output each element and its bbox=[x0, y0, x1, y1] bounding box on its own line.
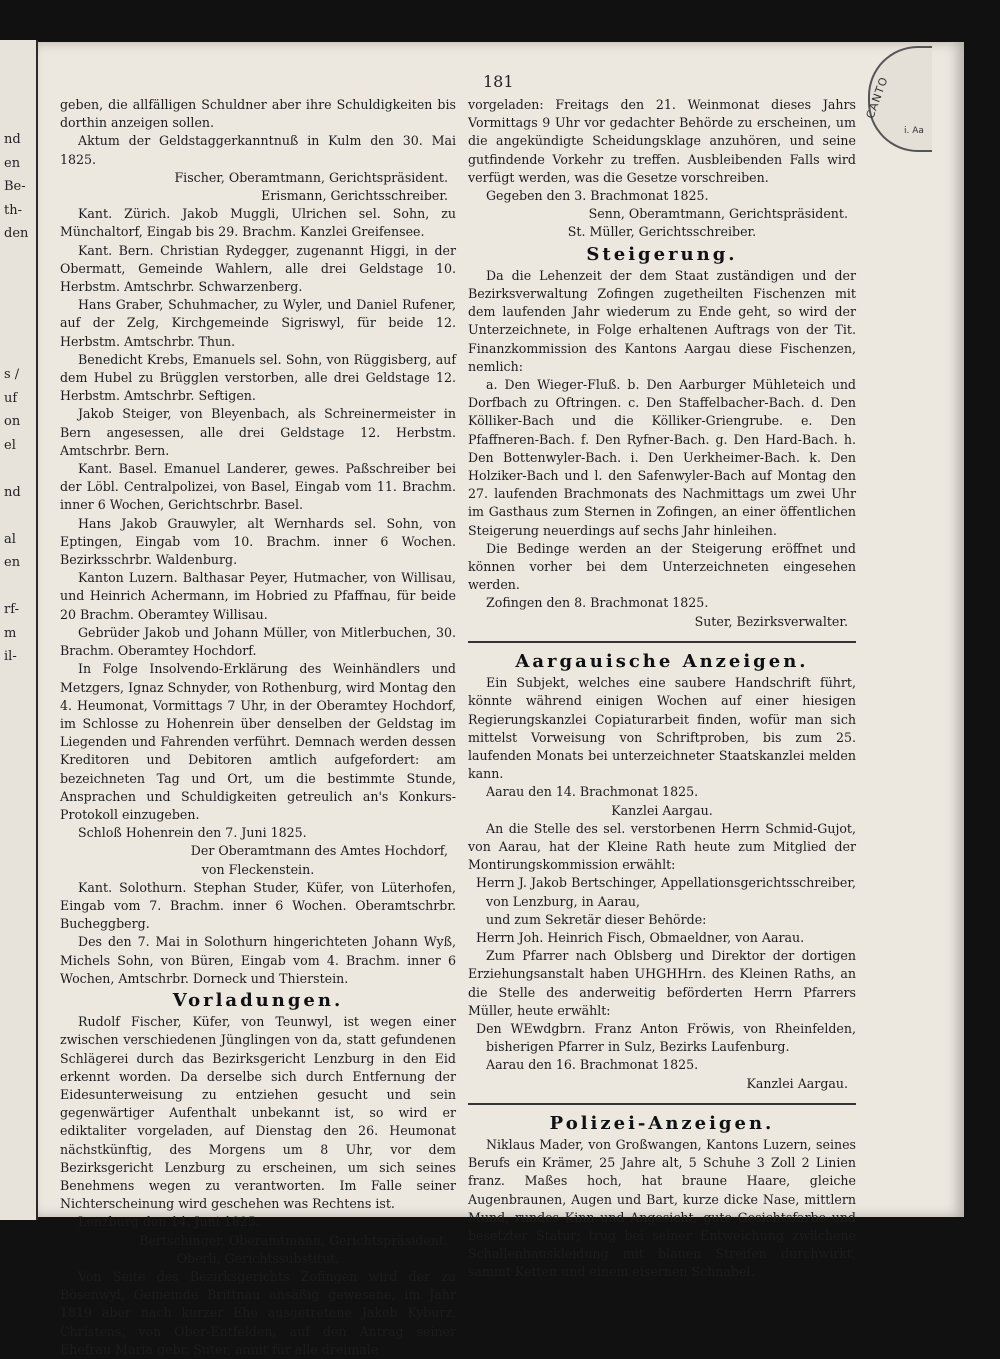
signature: Suter, Bezirksverwalter. bbox=[694, 613, 848, 629]
adjacent-page-edge bbox=[0, 40, 38, 1220]
paragraph: Die Bedinge werden an der Steigerung eröffnet und können vorher bei dem Unterzeichneten eingesehen werden. bbox=[468, 540, 856, 593]
paragraph: Rudolf Fischer, Küfer, von Teunwyl, ist wegen einer zwischen verschiedenen Jünglingen von da, statt gefundenen Schlägerei durch das Bezirksgericht Lenzburg in den Eid erkennt worden. Da derselbe sich durch Entfernung der Eidesunterweisung zu entziehen gesucht und sein gegenwärtiger Aufenthalt unbekannt ist, so wird er ediktaliter vorgeladen, auf Dienstag den 26. Heumonat nächstkünftig, des Morgens um 8 Uhr, vor dem Bezirksgericht Lenzburg zu erscheinen, um sich seines Benehmens wegen zu verantworten. Im Falle seiner Nichterscheinung wird geschehen was Rechtens ist. bbox=[60, 1014, 456, 1212]
stamp-text: CANTO bbox=[863, 74, 891, 121]
signature: Senn, Oberamtmann, Gerichtspräsident. bbox=[588, 206, 848, 222]
paragraph: Des den 7. Mai in Solothurn hingerichteten Johann Wyß, Michels Sohn, von Büren, Eingab vom 4. Brachm. inner 6 Wochen, Amtschrbr. Dorneck und Thierstein. bbox=[60, 934, 456, 986]
paragraph: Hans Jakob Grauwyler, alt Wernhards sel. Sohn, von Eptingen, Eingab vom 10. Brachm. inner 6 Wochen. Bezirksschrbr. Waldenburg. bbox=[60, 515, 456, 568]
paragraph: Zofingen den 8. Brachmonat 1825. bbox=[486, 595, 709, 611]
right-column bbox=[468, 96, 856, 1282]
paragraph: Niklaus Mader, von Großwangen, Kantons Luzern, seines Berufs ein Krämer, 25 Jahre alt, 5 Schuhe 3 Zoll 2 Linien franz. Maßes hoch, hat braune Haare, gleiche Augenbraunen, Augen und Bart, kurze dicke Nase, mittlern Mund, rundes Kinn und Angesicht, gute Gesichtsfarbe und besetzter Statur; trug bei seiner Entweichung zwilchene Schallenhauskleidung mit blauen Streifen durchwirkt, sammt Ketten und einem eisernen Schnabel. bbox=[468, 1136, 856, 1280]
paragraph: a. Den Wieger-Fluß. b. Den Aarburger Mühleteich und Dorfbach zu Oftringen. c. Den Staffelbacher-Bach. d. Den Kölliker-Bach und die Kölliker-Griengrube. e. Den Pfaffneren-Bach. f. Den Ryfner-Bach. g. Den Hard-Bach. h. Den Bottenwyler-Bach. i. Den Uerkheimer-Bach. k. Den Holziker-Bach und l. den Safenwyler-Bach auf Montag den 27. laufenden Brachmonats des Nachmittags um zwei Uhr im Gasthaus zum Sternen in Zofingen, an einer öffentlichen Steigerung neuerdings auf sechs Jahr hinleihen. bbox=[468, 377, 856, 538]
signature: Oberli, Gerichtssubstitut. bbox=[176, 1250, 340, 1266]
section-heading-aargauische-anzeigen: Aargauische Anzeigen. bbox=[515, 650, 809, 672]
paragraph: Lenzburg den 14. Juni 1825. bbox=[78, 1214, 260, 1230]
signature: Bertschinger, Oberamtmann, Gerichtspräsident. bbox=[139, 1232, 448, 1248]
signature: St. Müller, Gerichtsschreiber. bbox=[567, 224, 757, 240]
paragraph: Benedicht Krebs, Emanuels sel. Sohn, von Rüggisberg, auf dem Hubel zu Brügglen verstorben, alle drei Geldstage 12. Herbstm. Amtschrbr. Seftigen. bbox=[60, 351, 456, 404]
section-heading-vorladungen: Vorladungen. bbox=[172, 989, 344, 1011]
paragraph: Gegeben den 3. Brachmonat 1825. bbox=[486, 188, 709, 204]
section-heading-polizei-anzeigen: Polizei-Anzeigen. bbox=[549, 1112, 775, 1134]
signature: Kanzlei Aargau. bbox=[611, 802, 713, 818]
paragraph: Da die Lehenzeit der dem Staat zuständigen und der Bezirksverwaltung Zofingen zugetheilten Fischenzen mit dem laufenden Jahr wiederum zu Ende geht, so wird der Unterzeichnete, in Folge erhaltenen Auftrags von der Tit. Finanzkommission des Kantons Aargau diese Fischenzen, nemlich: bbox=[468, 267, 856, 374]
paragraph: Kanton Luzern. Balthasar Peyer, Hutmacher, von Willisau, und Heinrich Achermann, im Hobried zu Pfaffnau, für beide 20 Brachm. Oberamtey Willisau. bbox=[60, 570, 456, 622]
paragraph: Kant. Solothurn. Stephan Studer, Küfer, von Lüterhofen, Eingab vom 7. Brachm. inner 6 Wochen. Oberamtschrbr. Bucheggberg. bbox=[60, 879, 456, 932]
signature: Erismann, Gerichtsschreiber. bbox=[261, 188, 448, 204]
paragraph: und zum Sekretär dieser Behörde: bbox=[486, 911, 707, 927]
signature: Der Oberamtmann des Amtes Hochdorf, bbox=[190, 843, 448, 859]
paragraph: Kant. Zürich. Jakob Muggli, Ulrichen sel. Sohn, zu Münchaltorf, Eingab bis 29. Brachm. Kanzlei Greifensee. bbox=[60, 206, 456, 240]
section-heading-steigerung: Steigerung. bbox=[586, 243, 738, 265]
paragraph: geben, die allfälligen Schuldner aber ihre Schuldigkeiten bis dorthin anzeigen sollen. bbox=[60, 97, 456, 131]
paragraph: Von Seite des Bezirksgerichts Zofingen wird der zu Bösenwyl, Gemeinde Brittnau ansäßig gewesene, im Jahr 1819 aber nach kurzer Ehe ausgetretene Jakob Kyburz, Christens, von Ober-Entfelden, auf den Antrag seiner Ehefrau Maria gebr. Suter, annit für alle dreimale bbox=[60, 1269, 456, 1357]
paragraph: Schloß Hohenrein den 7. Juni 1825. bbox=[78, 825, 307, 841]
paragraph: Zum Pfarrer nach Oblsberg und Direktor der dortigen Erziehungsanstalt haben UHGHHrn. des Kleinen Raths, an die Stelle des anderweitig beförderten Herrn Pfarrers Müller, heute erwählt: bbox=[468, 948, 856, 1018]
adjacent-page-text: nd en Be- th- den s / uf on el nd al en rf- m il- bbox=[4, 132, 29, 664]
paragraph: Den WEwdgbrn. Franz Anton Fröwis, von Rheinfelden, bisherigen Pfarrer in Sulz, Bezirks Laufenburg. bbox=[476, 1020, 856, 1055]
paragraph: Hans Graber, Schuhmacher, zu Wyler, und Daniel Rufener, auf der Zelg, Kirchgemeinde Sigriswyl, für beide 12. Herbstm. Amtschrbr. Thun. bbox=[60, 297, 456, 349]
paragraph: Herrn Joh. Heinrich Fisch, Obmaeldner, von Aarau. bbox=[476, 929, 805, 945]
paragraph: Jakob Steiger, von Bleyenbach, als Schreinermeister in Bern angesessen, alle drei Geldstage 12. Herbstm. Amtschrbr. Bern. bbox=[60, 406, 456, 458]
page-number: 181 bbox=[483, 72, 514, 91]
signature: von Fleckenstein. bbox=[201, 861, 315, 877]
paragraph: vorgeladen: Freitags den 21. Weinmonat dieses Jahrs Vormittags 9 Uhr vor gedachter Behörde zu erscheinen, um die angekündigte Scheidungsklage anzuhören, und seine gutfindende Vorkehr zu treffen. Ausbleibenden Falls wird verfügt werden, was die Gesetze vorschreiben. bbox=[468, 97, 856, 185]
paragraph: Ein Subjekt, welches eine saubere Handschrift führt, könnte während einigen Wochen auf einer hiesigen Regierungskanzlei Copiaturarbeit finden, wofür man sich mittelst Vorweisung von Schriftproben, bis zum 25. laufenden Monats bei unterzeichneter Staatskanzlei melden kann. bbox=[468, 675, 856, 782]
left-column bbox=[60, 96, 456, 1359]
paragraph: In Folge Insolvendo-Erklärung des Weinhändlers und Metzgers, Ignaz Schnyder, von Rothenburg, wird Montag den 4. Heumonat, Vormittags 7 Uhr, in der Oberamtey Hochdorf, im Schlosse zu Hohenrein über denselben der Geldstag im Liegenden und Fahrenden verführt. Demnach werden dessen Kreditoren und Debitoren amtlich aufgefordert: am bezeichneten Tag und Ort, um die bestimmte Stunde, Ansprachen und Schuldigkeiten getreulich an's Konkurs-Protokoll einzugeben. bbox=[60, 661, 456, 822]
newspaper-page bbox=[38, 42, 964, 1357]
stamp-subtext: i. Aa bbox=[904, 126, 924, 136]
signature: Kanzlei Aargau. bbox=[746, 1075, 848, 1091]
paragraph: Aarau den 14. Brachmonat 1825. bbox=[486, 784, 699, 800]
paragraph: Herrn J. Jakob Bertschinger, Appellationsgerichtsschreiber, von Lenzburg, in Aarau, bbox=[476, 875, 856, 909]
paragraph: Kant. Bern. Christian Rydegger, zugenannt Higgi, in der Obermatt, Gemeinde Wahlern, alle drei Geldstage 10. Herbstm. Amtschrbr. Schwarzenberg. bbox=[60, 242, 456, 295]
paragraph: Kant. Basel. Emanuel Landerer, gewes. Paßschreiber bei der Löbl. Centralpolizei, von Basel, Eingab vom 11. Brachm. inner 6 Wochen, Gerichtschrbr. Basel. bbox=[60, 461, 456, 513]
paragraph: Aktum der Geldstaggerkanntnuß in Kulm den 30. Mai 1825. bbox=[60, 133, 456, 167]
section-divider bbox=[468, 641, 856, 643]
signature: Fischer, Oberamtmann, Gerichtspräsident. bbox=[174, 169, 448, 185]
paragraph: Aarau den 16. Brachmonat 1825. bbox=[486, 1057, 699, 1073]
paragraph: An die Stelle des sel. verstorbenen Herrn Schmid-Gujot, von Aarau, hat der Kleine Rath heute zum Mitglied der Montirungskommission erwählt: bbox=[468, 820, 856, 873]
paragraph: Gebrüder Jakob und Johann Müller, von Mitlerbuchen, 30. Brachm. Oberamtey Hochdorf. bbox=[60, 624, 456, 659]
section-divider bbox=[468, 1103, 856, 1105]
